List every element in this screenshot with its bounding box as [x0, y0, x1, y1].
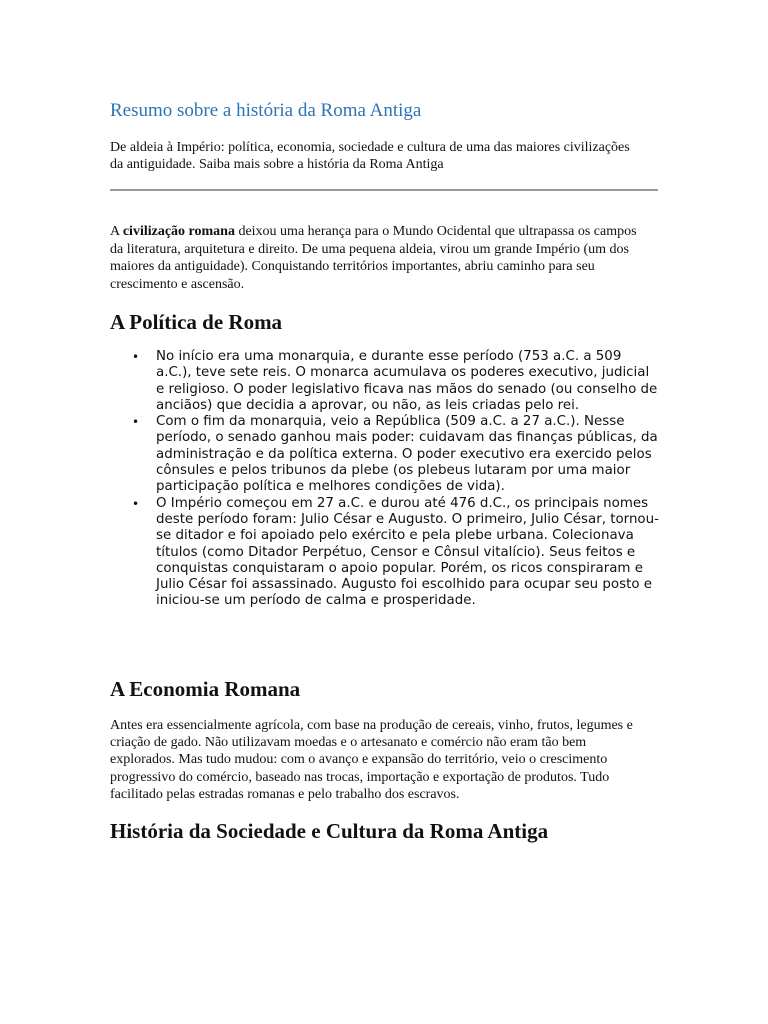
economia-paragraph: Antes era essencialmente agrícola, com base na produção de cereais, vinho, frutos, legumes e criação de gado. Não utilizavam moedas e o artesanato e comércio não eram tão bem explorados. Mas tudo mudou: com o avanço e expansão do território, veio o crescimento progressivo do comércio, baseado nas trocas, importação e exportação de produtos. Tudo facilitado pelas estradas romanas e pelo trabalho dos escravos.	[110, 718, 633, 802]
page-subtitle: De aldeia à Império: política, economia, sociedade e cultura de uma das maiores civilizações da antiguidade. Saiba mais sobre a história da Roma Antiga	[110, 140, 630, 172]
intro-rest: deixou uma herança para o Mundo Ocidental que ultrapassa os campos da literatura, arquitetura e direito. De uma pequena aldeia, virou um grande Império (um dos maiores da antiguidade). Conquistando territórios importantes, abriu caminho para seu crescimento e ascensão.	[110, 224, 637, 292]
politica-bullet-list	[110, 349, 660, 610]
bullet-icon: •	[132, 350, 140, 364]
section-heading-sociedade: História da Sociedade e Cultura da Roma Antiga	[110, 819, 549, 843]
bullet-icon: •	[132, 496, 140, 511]
intro-paragraph	[110, 223, 650, 293]
list-item-text: Com o fim da monarquia, veio a República (509 a.C. a 27 a.C.). Nesse período, o senado ganhou mais poder: cuidavam das finanças públicas, da administração e da política externa. O poder executivo era exercido pelos cônsules e pelos tribunos da plebe (os plebeus lutaram por uma maior participação política e melhores condições de vida).	[156, 414, 658, 495]
list-item	[110, 496, 660, 610]
intro-prefix: A	[110, 224, 123, 239]
list-item	[110, 414, 660, 495]
bullet-icon: •	[132, 415, 140, 430]
horizontal-rule	[110, 189, 658, 191]
intro-bold-term: civilização romana	[122, 224, 235, 239]
page-title: Resumo sobre a história da Roma Antiga	[110, 100, 422, 121]
section-heading-economia: A Economia Romana	[110, 677, 301, 701]
list-item-text: No início era uma monarquia, e durante esse período (753 a.C. a 509 a.C.), teve sete reis. O monarca acumulava os poderes executivo, judicial e religioso. O poder legislativo ficava nas mãos do senado (ou conselho de anciãos) que decidia a aprovar, ou não, as leis criadas pelo rei.	[156, 349, 658, 413]
list-item-text: O Império começou em 27 a.C. e durou até 476 d.C., os principais nomes deste período foram: Julio César e Augusto. O primeiro, Julio César, tornou-se ditador e foi apoiado pelo exército e pela plebe urbana. Colecionava títulos (como Ditador Perpétuo, Censor e Cônsul vitalício). Seus feitos e conquistas conquistaram o apoio popular. Porém, os ricos conspiraram e Julio César foi assassinado. Augusto foi escolhido para ocupar seu posto e iniciou-se um período de calma e prosperidade.	[156, 495, 659, 609]
list-item	[110, 349, 660, 414]
section-heading-politica: A Política de Roma	[110, 310, 283, 334]
